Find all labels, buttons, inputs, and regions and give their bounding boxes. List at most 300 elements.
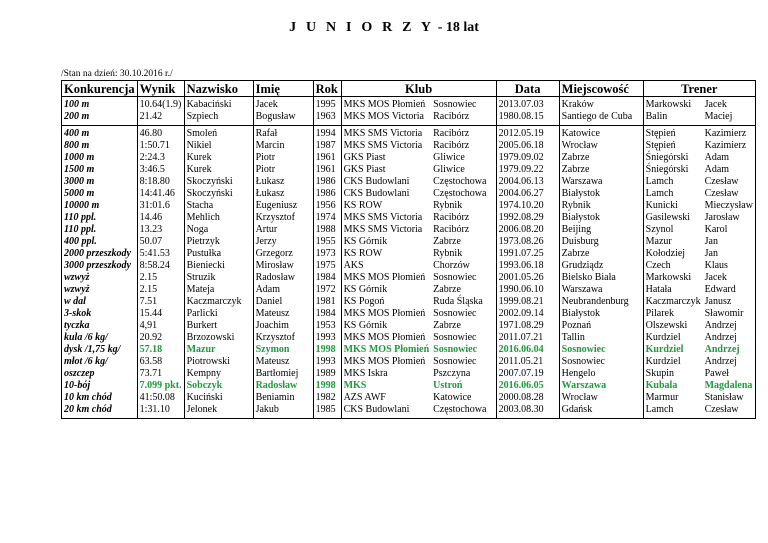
cell-line: 1989 — [315, 368, 336, 379]
cell-line: Kurdziel — [645, 332, 681, 343]
cell-line: Adam — [704, 164, 730, 175]
cell-line: 1956 — [315, 200, 336, 211]
cell-line: 3000 m — [64, 176, 95, 187]
cell-line: 1980.08.15 — [498, 111, 544, 122]
cell-line: Parlicki — [186, 308, 218, 319]
cell-line: Jan — [704, 248, 718, 259]
cell-line: Lamch — [645, 176, 674, 187]
cell-line: Pustułka — [186, 248, 222, 259]
cell-line: Zabrze — [433, 284, 461, 295]
cell-line: Maciej — [704, 111, 733, 122]
cell-line: Rybnik — [433, 248, 463, 259]
cell-line: 1979.09.22 — [498, 164, 544, 175]
cell-line: Hengelo — [561, 368, 596, 379]
cell-line: Jacek — [704, 99, 727, 110]
cell-line: Jelonek — [186, 404, 218, 415]
cell-line: Krzysztof — [255, 332, 296, 343]
cell-line: Rybnik — [433, 200, 463, 211]
cell-line: CKS Budowlani — [343, 404, 410, 415]
cell-line: Markowski — [645, 272, 692, 283]
cell-line: Mehlich — [186, 212, 220, 223]
cell-line: MKS SMS Victoria — [343, 128, 423, 139]
cell-line: 57.18 — [139, 344, 163, 355]
cell-line: Balin — [645, 111, 668, 122]
title-age: 18 lat — [445, 20, 479, 35]
cell-line: 1953 — [315, 320, 336, 331]
cell-line: Mateusz — [255, 356, 290, 367]
cell-line: MKS MOS Victoria — [343, 111, 424, 122]
cell-line: Stępień — [645, 140, 676, 151]
cell-line: w dal — [64, 296, 86, 307]
cell-line: 5:41.53 — [139, 248, 170, 259]
cell-line: Racibórz — [433, 212, 470, 223]
status-date: /Stan na dzień: 30.10.2016 r./ — [61, 69, 173, 79]
title-main: J U N I O R Z Y — [289, 20, 435, 35]
header-klub: Klub — [341, 81, 496, 97]
cell-line: 7.099 pkt. — [139, 380, 182, 391]
cell-line: Czesław — [704, 188, 739, 199]
cell-line: Rafał — [255, 128, 278, 139]
cell-line: Andrzej — [704, 332, 737, 343]
cell-line: Chorzów — [433, 260, 470, 271]
cell-line: Śniegórski — [645, 164, 689, 175]
cell-line: Katowice — [561, 128, 600, 139]
cell-line: Bogusław — [255, 111, 296, 122]
cell-line: GKS Piast — [343, 152, 386, 163]
coach-firstname-cell — [703, 126, 756, 419]
cell-line: Grudziądz — [561, 260, 604, 271]
cell-line: Czesław — [704, 404, 739, 415]
cell-line: Szymon — [255, 344, 290, 355]
cell-line: Adam — [255, 284, 281, 295]
cell-line: Karol — [704, 224, 728, 235]
cell-line: 1985 — [315, 404, 336, 415]
table-row-group — [62, 97, 756, 126]
cell-line: KS ROW — [343, 200, 383, 211]
cell-line: AZS AWF — [343, 392, 386, 403]
cell-line: 21.42 — [139, 111, 163, 122]
records-body — [62, 97, 756, 419]
cell-line: Stępień — [645, 128, 676, 139]
cell-line: MKS Iskra — [343, 368, 388, 379]
cell-line: Zabrze — [433, 236, 461, 247]
cell-line: 110 ppl. — [64, 212, 97, 223]
cell-line: Kurek — [186, 152, 212, 163]
cell-line: Sosnowiec — [433, 356, 477, 367]
cell-line: 2003.08.30 — [498, 404, 544, 415]
cell-line: Artur — [255, 224, 278, 235]
cell-line: CKS Budowlani — [343, 176, 410, 187]
header-nazwisko: Nazwisko — [184, 81, 253, 97]
cell-line: 1993 — [315, 356, 336, 367]
cell-line: wzwyż — [64, 284, 90, 295]
cell-line: Gliwice — [433, 152, 465, 163]
cell-line: 1998 — [315, 344, 336, 355]
cell-line: Skoczyński — [186, 188, 233, 199]
cell-line: 1973 — [315, 248, 336, 259]
cell-line: 1:31.10 — [139, 404, 170, 415]
surname-cell — [184, 126, 253, 419]
cell-line: 2001.05.26 — [498, 272, 544, 283]
cell-line: Wrocław — [561, 140, 598, 151]
cell-line: 13.23 — [139, 224, 163, 235]
cell-line: Kaczmarczyk — [186, 296, 242, 307]
cell-line: Stacha — [186, 200, 214, 211]
cell-line: 110 ppl. — [64, 224, 97, 235]
table-row-group — [62, 126, 756, 419]
cell-line: Jacek — [704, 272, 727, 283]
cell-line: GKS Piast — [343, 164, 386, 175]
cell-line: 1963 — [315, 111, 336, 122]
cell-line: Edward — [704, 284, 736, 295]
cell-line: 1993.06.18 — [498, 260, 544, 271]
cell-line: Lamch — [645, 188, 674, 199]
cell-line: 46.80 — [139, 128, 163, 139]
cell-line: Częstochowa — [433, 404, 487, 415]
cell-line: 3000 przeszkody — [64, 260, 131, 271]
cell-line: 20.92 — [139, 332, 163, 343]
year-cell — [313, 97, 341, 126]
cell-line: 1991.07.25 — [498, 248, 544, 259]
cell-line: 2:24.3 — [139, 152, 165, 163]
cell-line: 10 km chód — [64, 392, 112, 403]
result-cell — [137, 97, 184, 126]
cell-line: Kabaciński — [186, 99, 232, 110]
cell-line: 10.64(1.9) — [139, 99, 182, 110]
cell-line: 8:18.80 — [139, 176, 170, 187]
cell-line: Sosnowiec — [433, 332, 477, 343]
cell-line: Grzegorz — [255, 248, 293, 259]
cell-line: 1:50.71 — [139, 140, 170, 151]
cell-line: 1955 — [315, 236, 336, 247]
date-cell — [496, 126, 559, 419]
cell-line: 1974.10.20 — [498, 200, 544, 211]
cell-line: 1500 m — [64, 164, 95, 175]
title-separator: - — [434, 20, 446, 35]
cell-line: 2016.06.05 — [498, 380, 544, 391]
cell-line: 3-skok — [64, 308, 92, 319]
cell-line: 50.07 — [139, 236, 163, 247]
cell-line: Kempny — [186, 368, 222, 379]
cell-line: Warszawa — [561, 284, 603, 295]
cell-line: 1993 — [315, 332, 336, 343]
firstname-cell — [253, 126, 313, 419]
surname-cell — [184, 97, 253, 126]
cell-line: Śniegórski — [645, 152, 689, 163]
cell-line: kula /6 kg/ — [64, 332, 108, 343]
cell-line: 1961 — [315, 152, 336, 163]
cell-line: 1984 — [315, 308, 336, 319]
cell-line: Pilarek — [645, 308, 674, 319]
cell-line: 800 m — [64, 140, 90, 151]
cell-line: 2012.05.19 — [498, 128, 544, 139]
cell-line: 1987 — [315, 140, 336, 151]
cell-line: 3:46.5 — [139, 164, 165, 175]
cell-line: 1999.08.21 — [498, 296, 544, 307]
cell-line: Kuciński — [186, 392, 223, 403]
cell-line: Gdańsk — [561, 404, 593, 415]
cell-line: Racibórz — [433, 140, 470, 151]
cell-line: Beniamin — [255, 392, 295, 403]
cell-line: 10-bój — [64, 380, 91, 391]
venue-cell — [559, 126, 643, 419]
cell-line: Andrzej — [704, 356, 737, 367]
cell-line: Wrocław — [561, 392, 598, 403]
cell-line: 400 ppl. — [64, 236, 97, 247]
cell-line: KS Górnik — [343, 284, 388, 295]
cell-line: wzwyż — [64, 272, 90, 283]
cell-line: 1961 — [315, 164, 336, 175]
cell-line: 1972 — [315, 284, 336, 295]
cell-line: Janusz — [704, 296, 732, 307]
cell-line: Racibórz — [433, 224, 470, 235]
cell-line: Eugeniusz — [255, 200, 298, 211]
cell-line: Smoleń — [186, 128, 218, 139]
cell-line: Racibórz — [433, 111, 470, 122]
cell-line: Piotr — [255, 164, 276, 175]
cell-line: Lamch — [645, 404, 674, 415]
cell-line: 2011.07.21 — [498, 332, 544, 343]
header-row — [62, 81, 756, 97]
cell-line: Marcin — [255, 140, 285, 151]
cell-line: 1971.08.29 — [498, 320, 544, 331]
cell-line: 1984 — [315, 272, 336, 283]
cell-line: Ruda Śląska — [433, 296, 483, 307]
cell-line: Stanisław — [704, 392, 744, 403]
cell-line: Duisburg — [561, 236, 599, 247]
header-data: Data — [496, 81, 559, 97]
coach-surname-cell — [643, 97, 702, 126]
cell-line: 2000 przeszkody — [64, 248, 131, 259]
cell-line: 8:58.24 — [139, 260, 170, 271]
cell-line: Kurdziel — [645, 344, 684, 355]
cell-line: MKS MOS Płomień — [343, 356, 426, 367]
cell-line: 1981 — [315, 296, 336, 307]
cell-line: Daniel — [255, 296, 283, 307]
cell-line: Sosnowiec — [561, 344, 606, 355]
cell-line: CKS Budowlani — [343, 188, 410, 199]
page-title — [0, 20, 768, 36]
club-cell — [341, 97, 431, 126]
year-cell — [313, 126, 341, 419]
cell-line: Kołodziej — [645, 248, 686, 259]
header-miejscowosc: Miejscowość — [559, 81, 643, 97]
cell-line: Zabrze — [561, 164, 590, 175]
cell-line: Kurek — [186, 164, 212, 175]
cell-line: 10000 m — [64, 200, 100, 211]
cell-line: Mazur — [186, 344, 216, 355]
cell-line: 1975 — [315, 260, 336, 271]
cell-line: Hatała — [645, 284, 672, 295]
cell-line: Kubala — [645, 380, 678, 391]
result-cell — [137, 126, 184, 419]
cell-line: Łukasz — [255, 188, 285, 199]
cell-line: Sosnowiec — [433, 99, 477, 110]
cell-line: Kunicki — [645, 200, 678, 211]
cell-line: 63.58 — [139, 356, 163, 367]
firstname-cell — [253, 97, 313, 126]
cell-line: Jan — [704, 236, 718, 247]
cell-line: Piotr — [255, 152, 276, 163]
club-city-cell — [431, 126, 496, 419]
cell-line: Jerzy — [255, 236, 277, 247]
cell-line: Marmur — [645, 392, 679, 403]
cell-line: Skupin — [645, 368, 674, 379]
cell-line: 7.51 — [139, 296, 158, 307]
cell-line: 1998 — [315, 380, 336, 391]
cell-line: MKS — [343, 380, 367, 391]
cell-line: 2002.09.14 — [498, 308, 544, 319]
cell-line: Warszawa — [561, 176, 603, 187]
cell-line: MKS MOS Płomień — [343, 332, 426, 343]
header-konkurencja: Konkurencja — [62, 81, 138, 97]
cell-line: Bieniecki — [186, 260, 225, 271]
cell-line: 1994 — [315, 128, 336, 139]
cell-line: KS ROW — [343, 248, 383, 259]
cell-line: Jacek — [255, 99, 278, 110]
cell-line: 1974 — [315, 212, 336, 223]
cell-line: Jarosław — [704, 212, 740, 223]
cell-line: 2007.07.19 — [498, 368, 544, 379]
header-rok: Rok — [313, 81, 341, 97]
cell-line: 2006.08.20 — [498, 224, 544, 235]
club-city-cell — [431, 97, 496, 126]
cell-line: Mieczysław — [704, 200, 753, 211]
coach-surname-cell — [643, 126, 702, 419]
cell-line: Szynol — [645, 224, 674, 235]
cell-line: Markowski — [645, 99, 692, 110]
cell-line: młot /6 kg/ — [64, 356, 108, 367]
cell-line: 1973.08.26 — [498, 236, 544, 247]
cell-line: Olszewski — [645, 320, 688, 331]
cell-line: Gasilewski — [645, 212, 691, 223]
cell-line: MKS MOS Płomień — [343, 99, 426, 110]
cell-line: Pszczyna — [433, 368, 471, 379]
cell-line: 2000.08.28 — [498, 392, 544, 403]
cell-line: 1995 — [315, 99, 336, 110]
cell-line: Pietrzyk — [186, 236, 220, 247]
cell-line: 400 m — [64, 128, 90, 139]
cell-line: AKS — [343, 260, 364, 271]
cell-line: Klaus — [704, 260, 728, 271]
cell-line: Rybnik — [561, 200, 591, 211]
cell-line: Mateusz — [255, 308, 290, 319]
cell-line: Jakub — [255, 404, 279, 415]
cell-line: Radosław — [255, 272, 296, 283]
cell-line: Białystok — [561, 212, 600, 223]
cell-line: Sławomir — [704, 308, 744, 319]
cell-line: Piotrowski — [186, 356, 230, 367]
cell-line: tyczka — [64, 320, 90, 331]
cell-line: Sosnowiec — [433, 308, 477, 319]
cell-line: 2013.07.03 — [498, 99, 544, 110]
cell-line: 1000 m — [64, 152, 95, 163]
cell-line: Neubrandenburg — [561, 296, 629, 307]
cell-line: MKS MOS Płomień — [343, 308, 426, 319]
cell-line: Radosław — [255, 380, 298, 391]
venue-cell — [559, 97, 643, 126]
cell-line: Mirosław — [255, 260, 294, 271]
cell-line: MKS SMS Victoria — [343, 224, 423, 235]
cell-line: Czesław — [704, 176, 739, 187]
cell-line: Bielsko Biała — [561, 272, 616, 283]
date-cell — [496, 97, 559, 126]
cell-line: KS Górnik — [343, 236, 388, 247]
cell-line: 2.15 — [139, 284, 158, 295]
cell-line: MKS SMS Victoria — [343, 140, 423, 151]
cell-line: 31:01.6 — [139, 200, 170, 211]
cell-line: Noga — [186, 224, 209, 235]
cell-line: Bartłomiej — [255, 368, 299, 379]
cell-line: 2004.06.27 — [498, 188, 544, 199]
cell-line: Struzik — [186, 272, 216, 283]
cell-line: Szpiech — [186, 111, 219, 122]
cell-line: Santiego de Cuba — [561, 111, 633, 122]
cell-line: 1982 — [315, 392, 336, 403]
cell-line: Katowice — [433, 392, 472, 403]
cell-line: Częstochowa — [433, 176, 487, 187]
cell-line: Kurdziel — [645, 356, 681, 367]
header-imie: Imię — [253, 81, 313, 97]
cell-line: Krzysztof — [255, 212, 296, 223]
cell-line: Mateja — [186, 284, 215, 295]
cell-line: 2005.06.18 — [498, 140, 544, 151]
cell-line: 2011.05.21 — [498, 356, 544, 367]
cell-line: Kazimierz — [704, 128, 747, 139]
cell-line: Racibórz — [433, 128, 470, 139]
cell-line: Tallin — [561, 332, 585, 343]
cell-line: 1990.06.10 — [498, 284, 544, 295]
cell-line: Sosnowiec — [433, 272, 477, 283]
cell-line: Mazur — [645, 236, 672, 247]
cell-line: Skoczyński — [186, 176, 233, 187]
cell-line: Andrzej — [704, 344, 740, 355]
cell-line: Zabrze — [433, 320, 461, 331]
cell-line: 2.15 — [139, 272, 158, 283]
cell-line: Zabrze — [561, 248, 590, 259]
cell-line: Warszawa — [561, 380, 607, 391]
header-wynik: Wynik — [137, 81, 184, 97]
cell-line: KS Górnik — [343, 320, 388, 331]
cell-line: Ustroń — [433, 380, 463, 391]
discipline-cell — [62, 126, 138, 419]
cell-line: Beijing — [561, 224, 592, 235]
cell-line: Joachim — [255, 320, 289, 331]
cell-line: Sosnowiec — [561, 356, 605, 367]
cell-line: Białystok — [561, 308, 600, 319]
cell-line: Czech — [645, 260, 671, 271]
cell-line: Andrzej — [704, 320, 737, 331]
cell-line: Paweł — [704, 368, 730, 379]
cell-line: Magdalena — [704, 380, 753, 391]
cell-line: Nikiel — [186, 140, 212, 151]
discipline-cell — [62, 97, 138, 126]
cell-line: 100 m — [64, 99, 90, 110]
cell-line: MKS MOS Płomień — [343, 344, 430, 355]
cell-line: 14:41.46 — [139, 188, 175, 199]
cell-line: 14.46 — [139, 212, 163, 223]
header-trener: Trener — [643, 81, 755, 97]
cell-line: oszczep — [64, 368, 95, 379]
cell-line: Kazimierz — [704, 140, 747, 151]
cell-line: Sosnowiec — [433, 344, 478, 355]
cell-line: Kraków — [561, 99, 594, 110]
cell-line: 1986 — [315, 176, 336, 187]
cell-line: 1992.08.29 — [498, 212, 544, 223]
cell-line: 4,91 — [139, 320, 158, 331]
cell-line: 1986 — [315, 188, 336, 199]
cell-line: Kaczmarczyk — [645, 296, 701, 307]
